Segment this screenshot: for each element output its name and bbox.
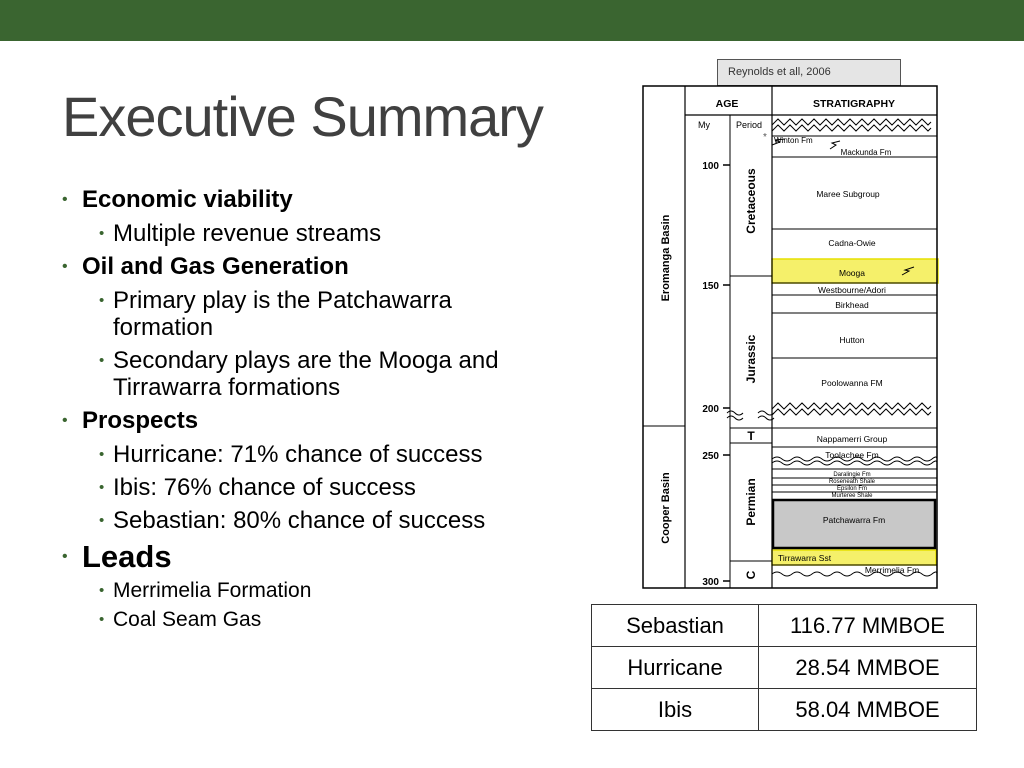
unit-patchawarra: Patchawarra Fm xyxy=(822,515,886,525)
prospect-volumes-table xyxy=(591,604,977,731)
bullet-leads xyxy=(62,540,532,632)
prospect-volume-cell: 116.77 MMBOE xyxy=(759,605,977,647)
bullet-oil-gas-generation xyxy=(62,253,532,401)
unit-toolachee: Toolachee Fm xyxy=(825,450,879,460)
sub-bullet: • Primary play is the Patchawarra formation xyxy=(82,287,532,341)
age-label: 200 xyxy=(702,404,719,415)
prospect-volume-cell: 28.54 MMBOE xyxy=(759,647,977,689)
unit-cadna-owie: Cadna-Owie xyxy=(828,238,876,248)
unit-poolowanna: Poolowanna FM xyxy=(821,378,883,388)
top-accent-bar xyxy=(0,0,1024,41)
unit-roseneath: Roseneath Shale xyxy=(828,479,876,485)
bullet-label: Leads xyxy=(82,539,172,574)
period-label-cretaceous: Cretaceous xyxy=(744,168,758,234)
bullet-prospects xyxy=(62,407,532,534)
period-label-triassic: T xyxy=(747,429,755,443)
unit-murteree: Murteree Shale xyxy=(831,493,873,499)
prospect-name-cell: Hurricane xyxy=(592,647,759,689)
unit-hutton: Hutton xyxy=(839,335,865,345)
unit-mooga: Mooga xyxy=(839,268,865,278)
unit-maree: Maree Subgroup xyxy=(816,189,880,199)
age-label: 100 xyxy=(702,161,719,172)
unit-nappamerri: Nappamerri Group xyxy=(816,434,888,444)
unit-daralingie: Daralingie Fm xyxy=(833,472,871,478)
prospect-volume-cell: 58.04 MMBOE xyxy=(759,689,977,731)
sub-bullet: • Multiple revenue streams xyxy=(82,220,532,247)
bullet-label: Oil and Gas Generation xyxy=(82,253,349,280)
citation-box: Reynolds et all, 2006 xyxy=(717,59,901,86)
basin-label-eromanga: Eromanga Basin xyxy=(660,214,672,302)
bullet-label: Economic viability xyxy=(82,186,293,213)
period-label-jurassic: Jurassic xyxy=(744,334,758,384)
unit-mackunda: Mackunda Fm xyxy=(840,148,892,157)
bullet-label: Prospects xyxy=(82,407,199,434)
unit-epsilon: Epsilon Fm xyxy=(836,486,868,492)
prospect-name-cell: Ibis xyxy=(592,689,759,731)
sub-bullet: • Sebastian: 80% chance of success xyxy=(82,507,532,534)
unit-tirrawarra: Tirrawarra Sst xyxy=(778,553,832,563)
unit-winton: Winton Fm xyxy=(774,136,813,145)
table-row xyxy=(592,647,977,689)
unit-merrimelia: Merrimelia Fm xyxy=(864,565,920,575)
age-label: 300 xyxy=(702,577,719,588)
my-header: My xyxy=(698,120,710,130)
period-header: Period xyxy=(736,120,763,130)
sub-bullet: • Secondary plays are the Mooga and Tirrawarra formations xyxy=(82,347,532,401)
age-label: 250 xyxy=(702,451,719,462)
bullet-economic-viability xyxy=(62,186,532,247)
basin-label-cooper: Cooper Basin xyxy=(660,472,672,544)
unit-birkhead: Birkhead xyxy=(835,300,869,310)
slide-title: Executive Summary xyxy=(62,85,543,148)
asterisk-mark: * xyxy=(763,132,767,143)
unit-westbourne: Westbourne/Adori xyxy=(818,285,886,295)
sub-bullet: • Ibis: 76% chance of success xyxy=(82,474,532,501)
table-row xyxy=(592,689,977,731)
age-label: 150 xyxy=(702,281,719,292)
stratigraphy-column xyxy=(640,83,940,591)
age-header: AGE xyxy=(715,98,739,110)
sub-bullet: • Merrimelia Formation xyxy=(82,579,532,603)
period-label-carboniferous: C xyxy=(744,570,758,580)
stratigraphy-header: STRATIGRAPHY xyxy=(812,98,896,110)
sub-bullet: • Coal Seam Gas xyxy=(82,608,532,632)
prospect-name-cell: Sebastian xyxy=(592,605,759,647)
table-row xyxy=(592,605,977,647)
sub-bullet: • Hurricane: 71% chance of success xyxy=(82,441,532,468)
summary-bullet-list xyxy=(62,180,532,632)
period-label-permian: Permian xyxy=(744,478,758,526)
